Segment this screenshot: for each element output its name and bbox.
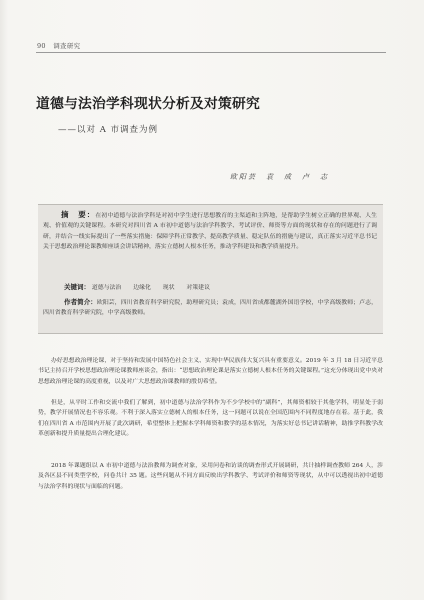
body-paragraph: 但是，从平时工作和交流中我们了解到，初中道德与法治学科作为不少学校中的“副科”，其师资相较于其他学科，明显处于弱势，教学开展情况也不容乐观。不利于深入落实立德树人的根本任务，这一问题可以说在全国范围内不同程度地存在着。基于此，我们在四川省 A 市范围内开展了此次调研，希望整体上把握本学科师资和教学的基本情况，为落实好总书记讲话精神，助推学科教学改革创新和提升质量提出合理化建议。: [38, 399, 383, 438]
abstract-label: 摘 要：: [61, 210, 96, 219]
keywords: [64, 282, 220, 291]
bio-text: 欧阳芸，四川省教育科学研究院，助理研究员；袁成，四川省成都麓湖外国语学校，中学高级教师；卢志，四川省教育科学研究院，中学高级教师。: [43, 300, 378, 317]
article-subtitle: ——以对 A 市调查为例: [58, 125, 159, 135]
abstract-text: 在初中道德与法治学科是对初中学生进行思想教育的主渠道和主阵地，是帮助学生树立正确的世界观、人生观、价值观的关键课程。本研究对四川省 A 市初中道德与法治学科教学、考试评价、师资等方面的现状和存在的问题进行了调研，并结合一线实际提出了一些落实措施：保障学科正常教学、提高教学质量、稳定队伍的措施与建议，真正落实习近平总书记关于思想政治理论课教师座谈会讲话精神，落实立德树人根本任务，推动学科建设和教学质量提升。: [43, 213, 378, 250]
bio-label: 作者简介：: [64, 298, 97, 306]
abstract: [43, 210, 377, 252]
body-paragraph: 办好思想政治理论课，对于坚持和发展中国特色社会主义、实现中华民族伟大复兴具有重要意义。2019 年 3 月 18 日习近平总书记主持召开学校思想政治理论课教师座谈会，指出：“思想政治理论课是落实立德树人根本任务的关键课程。”这充分体现出党中央对思想政治理论课的高度重视，以及对广大思想政治课教师的殷切希望。: [38, 357, 383, 385]
section-name: 调查研究: [53, 42, 81, 50]
running-head: [37, 41, 80, 50]
author-bio: [43, 297, 377, 319]
keywords-label: 关键词：: [64, 283, 90, 291]
header-rule: [36, 52, 386, 53]
page-number: 90: [37, 42, 46, 50]
keyword-item: 现状: [162, 285, 175, 291]
article-title: 道德与法治学科现状分析及对策研究: [36, 96, 260, 112]
author-list: 欧阳芸 袁 成 卢 志: [230, 173, 329, 181]
keyword-item: 对策建议: [186, 285, 210, 291]
keyword-item: 道德与法治: [91, 285, 122, 291]
body-paragraph: 2018 年课题组以 A 市初中道德与法治教师为调查对象，采用问卷和访谈的调查形式开展调研，共计抽样调查教师 264 人，涉及各区县不同类型学校，问卷共计 35 题。这些问题从不同方面反映出学科教学、考试评价和师资等现状，从中可以透视出初中道德与法治学科的现状与面临的问题。: [38, 462, 383, 490]
keyword-item: 边缘化: [133, 285, 151, 291]
